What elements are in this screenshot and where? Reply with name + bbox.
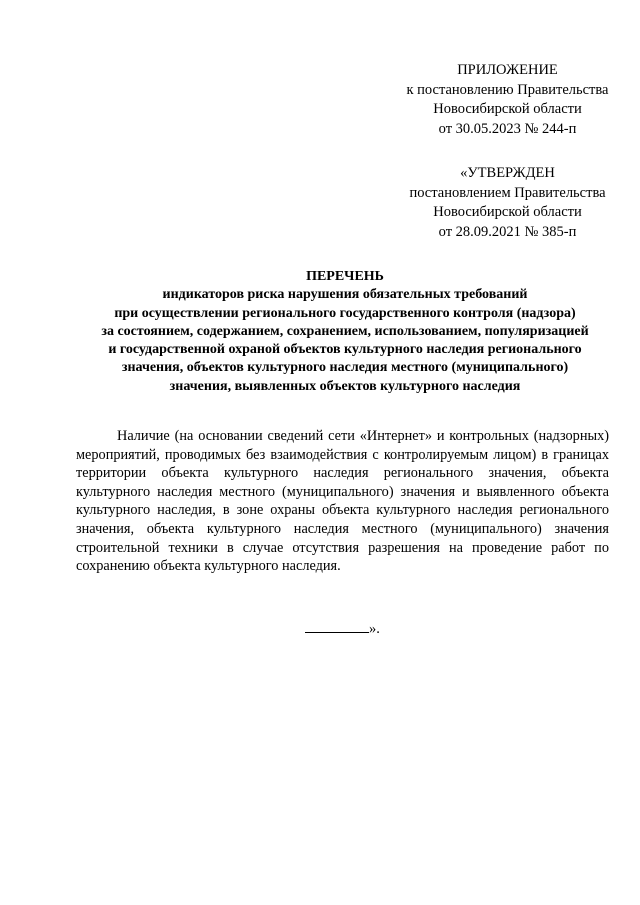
- risk-indicator-paragraph: Наличие (на основании сведений сети «Интернет» и контрольных (надзорных) мероприятий, проводимых без взаимодействия с контролируемым лицом) в границах территории объекта культурного наследия регионального значения, объекта культурного наследия местного (муниципального) значения и выявленного объекта культурного наследия, в зоне охраны объекта культурного наследия регионального значения, объекта культурного наследия местного (муниципального) значения строительной техники в случае отсутствия разрешения на проведение работ по сохранению объекта культурного наследия.: [76, 428, 609, 575]
- title-line: при осуществлении регионального государственного контроля (надзора): [114, 305, 576, 321]
- appendix-heading: ПРИЛОЖЕНИЕ: [457, 62, 558, 78]
- appendix-stamp: [395, 61, 620, 139]
- title-line: значения, выявленных объектов культурного наследия: [169, 378, 521, 394]
- title-line: значения, объектов культурного наследия местного (муниципального): [121, 360, 569, 376]
- title-heading: ПЕРЕЧЕНЬ: [306, 269, 384, 284]
- signature-underline: [305, 618, 369, 633]
- closing-quote: ».: [369, 621, 380, 637]
- approved-line-1: постановлением Правительства: [409, 184, 606, 201]
- appendix-line-1: к постановлению Правительства: [406, 81, 609, 98]
- approved-heading: «УТВЕРЖДЕН: [460, 165, 555, 181]
- appendix-line-2: Новосибирской области: [433, 101, 582, 117]
- document-title: [60, 268, 630, 396]
- closing-mark: [305, 618, 380, 639]
- title-line: и государственной охраной объектов культурного наследия регионального: [108, 342, 582, 358]
- title-line: индикаторов риска нарушения обязательных требований: [162, 287, 528, 303]
- approved-stamp: [395, 164, 620, 242]
- appendix-date-number: от 30.05.2023 № 244-п: [438, 120, 577, 137]
- approved-date-number: от 28.09.2021 № 385-п: [438, 223, 577, 240]
- title-line: за состоянием, содержанием, сохранением, использованием, популяризацией: [101, 323, 589, 339]
- approved-line-2: Новосибирской области: [433, 204, 582, 220]
